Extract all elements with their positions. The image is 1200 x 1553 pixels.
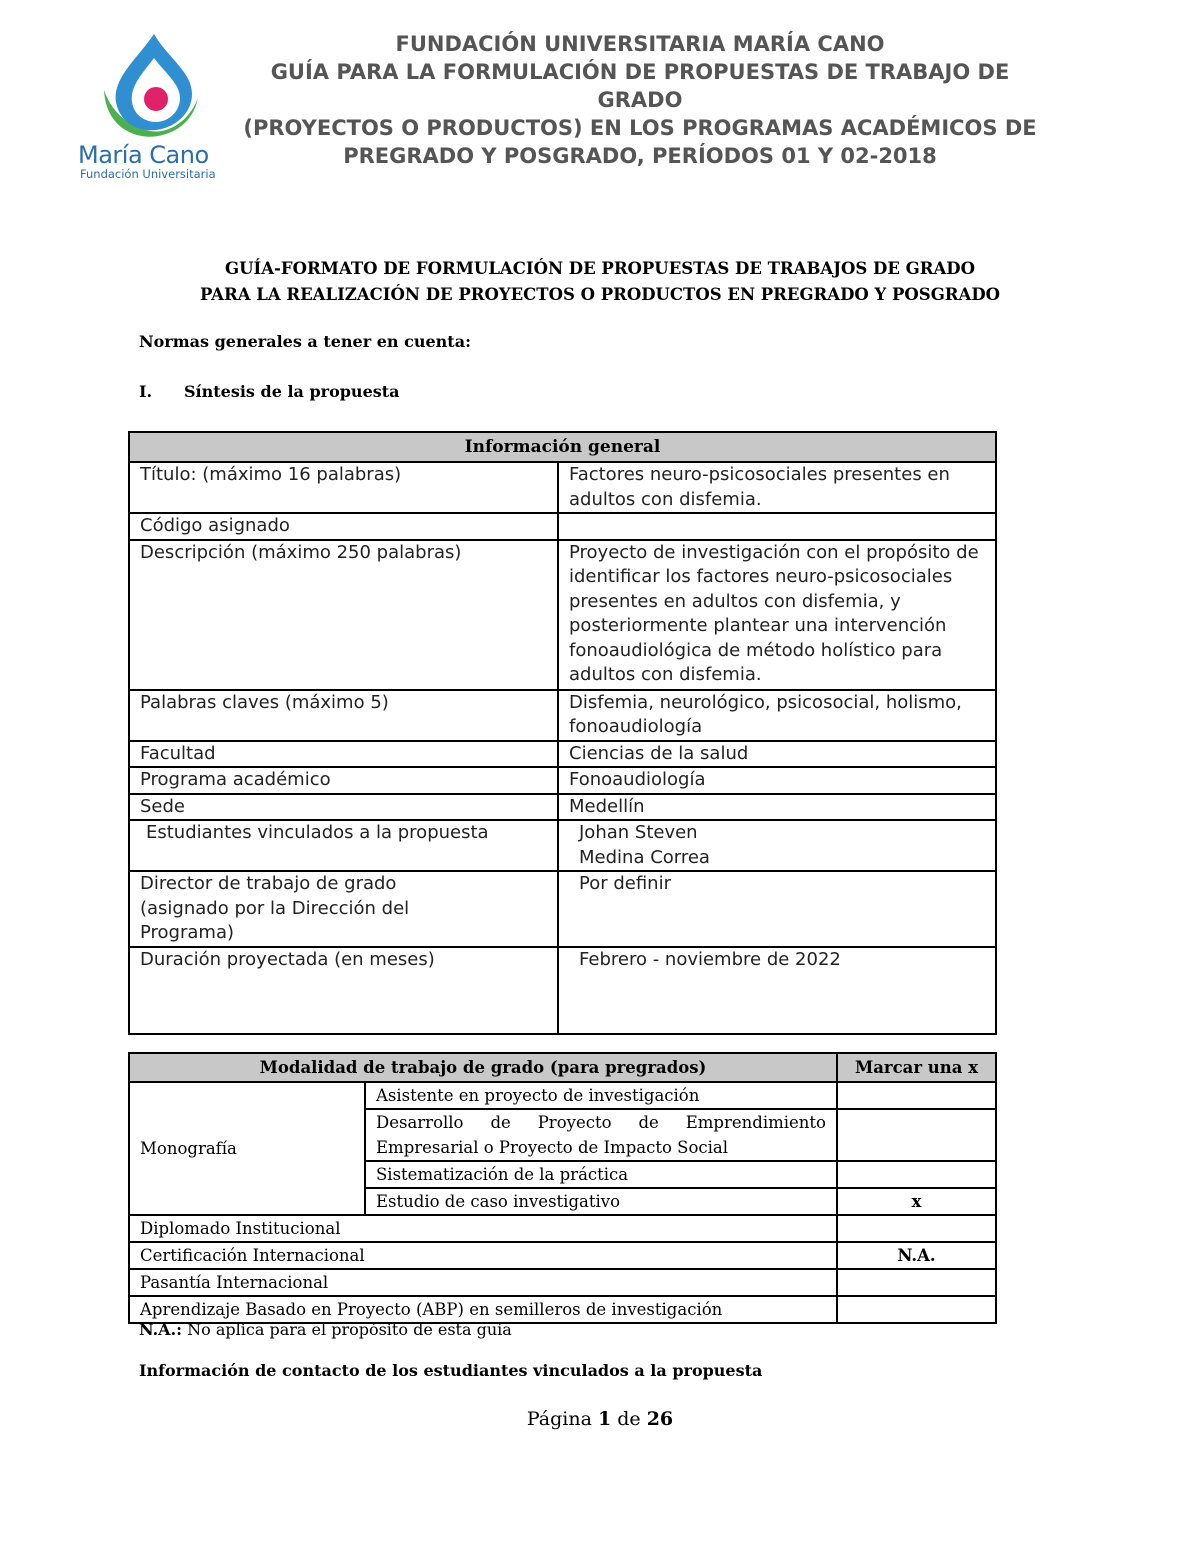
modality-option: Aprendizaje Basado en Proyecto (ABP) en semilleros de investigación [129, 1296, 837, 1323]
logo-name: María Cano [78, 141, 209, 169]
field-label: Director de trabajo de grado (asignado por la Dirección del Programa) [129, 871, 558, 947]
norms-heading: Normas generales a tener en cuenta: [139, 332, 471, 351]
field-value: Medellín [558, 794, 996, 821]
general-info-table [128, 431, 997, 1035]
page-total: 26 [646, 1408, 674, 1430]
header-line: PREGRADO Y POSGRADO, PERÍODOS 01 Y 02-2018 [343, 144, 937, 168]
mark-header: Marcar una x [837, 1053, 996, 1082]
header-line: GRADO [597, 88, 683, 112]
field-label: Sede [129, 794, 558, 821]
field-label: Descripción (máximo 250 palabras) [129, 540, 558, 690]
modality-option: Estudio de caso investigativo [365, 1188, 837, 1215]
field-value: Febrero - noviembre de 2022 [558, 947, 996, 1034]
field-label: Título: (máximo 16 palabras) [129, 462, 558, 513]
footer-prefix: Página [526, 1408, 598, 1430]
mark-cell[interactable] [837, 1296, 996, 1323]
field-value: Disfemia, neurológico, psicosocial, holismo, fonoaudiología [558, 690, 996, 741]
na-abbr: N.A.: [139, 1320, 183, 1339]
monografia-label: Monografía [129, 1082, 365, 1215]
document-header [220, 30, 1060, 170]
guide-title [100, 256, 1100, 308]
field-value: Johan Steven Medina Correa [558, 820, 996, 871]
field-label: Estudiantes vinculados a la propuesta [129, 820, 558, 871]
field-label: Código asignado [129, 513, 558, 540]
header-line: GUÍA PARA LA FORMULACIÓN DE PROPUESTAS DE TRABAJO DE [270, 60, 1010, 84]
modality-option: Pasantía Internacional [129, 1269, 837, 1296]
page-footer [0, 1408, 1200, 1430]
field-value [558, 513, 996, 540]
mark-cell[interactable] [837, 1215, 996, 1242]
header-line: (PROYECTOS O PRODUCTOS) EN LOS PROGRAMAS ACADÉMICOS DE [243, 116, 1037, 140]
mark-cell[interactable] [837, 1269, 996, 1296]
field-value: Por definir [558, 871, 996, 947]
guide-title-line: PARA LA REALIZACIÓN DE PROYECTOS O PRODUCTOS EN PREGRADO Y POSGRADO [199, 285, 1001, 304]
field-label: Duración proyectada (en meses) [129, 947, 558, 1034]
na-text: No aplica para el propósito de esta guía [182, 1320, 512, 1339]
na-note [139, 1320, 512, 1339]
modality-option: Asistente en proyecto de investigación [365, 1082, 837, 1109]
field-value: Fonoaudiología [558, 767, 996, 794]
field-value: Ciencias de la salud [558, 741, 996, 768]
field-label: Facultad [129, 741, 558, 768]
modality-header: Modalidad de trabajo de grado (para pregrados) [129, 1053, 837, 1082]
footer-middle: de [611, 1408, 647, 1430]
guide-title-line: GUÍA-FORMATO DE FORMULACIÓN DE PROPUESTAS DE TRABAJOS DE GRADO [225, 259, 975, 278]
table-header: Información general [129, 432, 996, 462]
logo-subtitle: Fundación Universitaria [80, 167, 216, 181]
modality-option: Sistematización de la práctica [365, 1161, 837, 1188]
page-number: 1 [597, 1408, 612, 1430]
field-label: Programa académico [129, 767, 558, 794]
field-value: Proyecto de investigación con el propósito de identificar los factores neuro-psicosociales presentes en adultos con disfemia, y posteriormente plantear una intervención fonoaudiológica de método holístico para adultos con disfemia. [558, 540, 996, 690]
section-number: I. [139, 382, 153, 401]
mark-cell[interactable] [837, 1161, 996, 1188]
mark-cell[interactable]: N.A. [837, 1242, 996, 1269]
modality-option: Certificación Internacional [129, 1242, 837, 1269]
modality-table [128, 1052, 997, 1324]
field-value: Factores neuro-psicosociales presentes en adultos con disfemia. [558, 462, 996, 513]
mark-cell[interactable]: x [837, 1188, 996, 1215]
contact-heading: Información de contacto de los estudiantes vinculados a la propuesta [139, 1361, 763, 1380]
mark-cell[interactable] [837, 1082, 996, 1109]
modality-option: Desarrollo de Proyecto de Emprendimiento Empresarial o Proyecto de Impacto Social [365, 1109, 837, 1161]
header-line: FUNDACIÓN UNIVERSITARIA MARÍA CANO [395, 32, 885, 56]
field-label: Palabras claves (máximo 5) [129, 690, 558, 741]
mark-cell[interactable] [837, 1109, 996, 1161]
section-title: Síntesis de la propuesta [184, 382, 400, 401]
modality-option: Diplomado Institucional [129, 1215, 837, 1242]
